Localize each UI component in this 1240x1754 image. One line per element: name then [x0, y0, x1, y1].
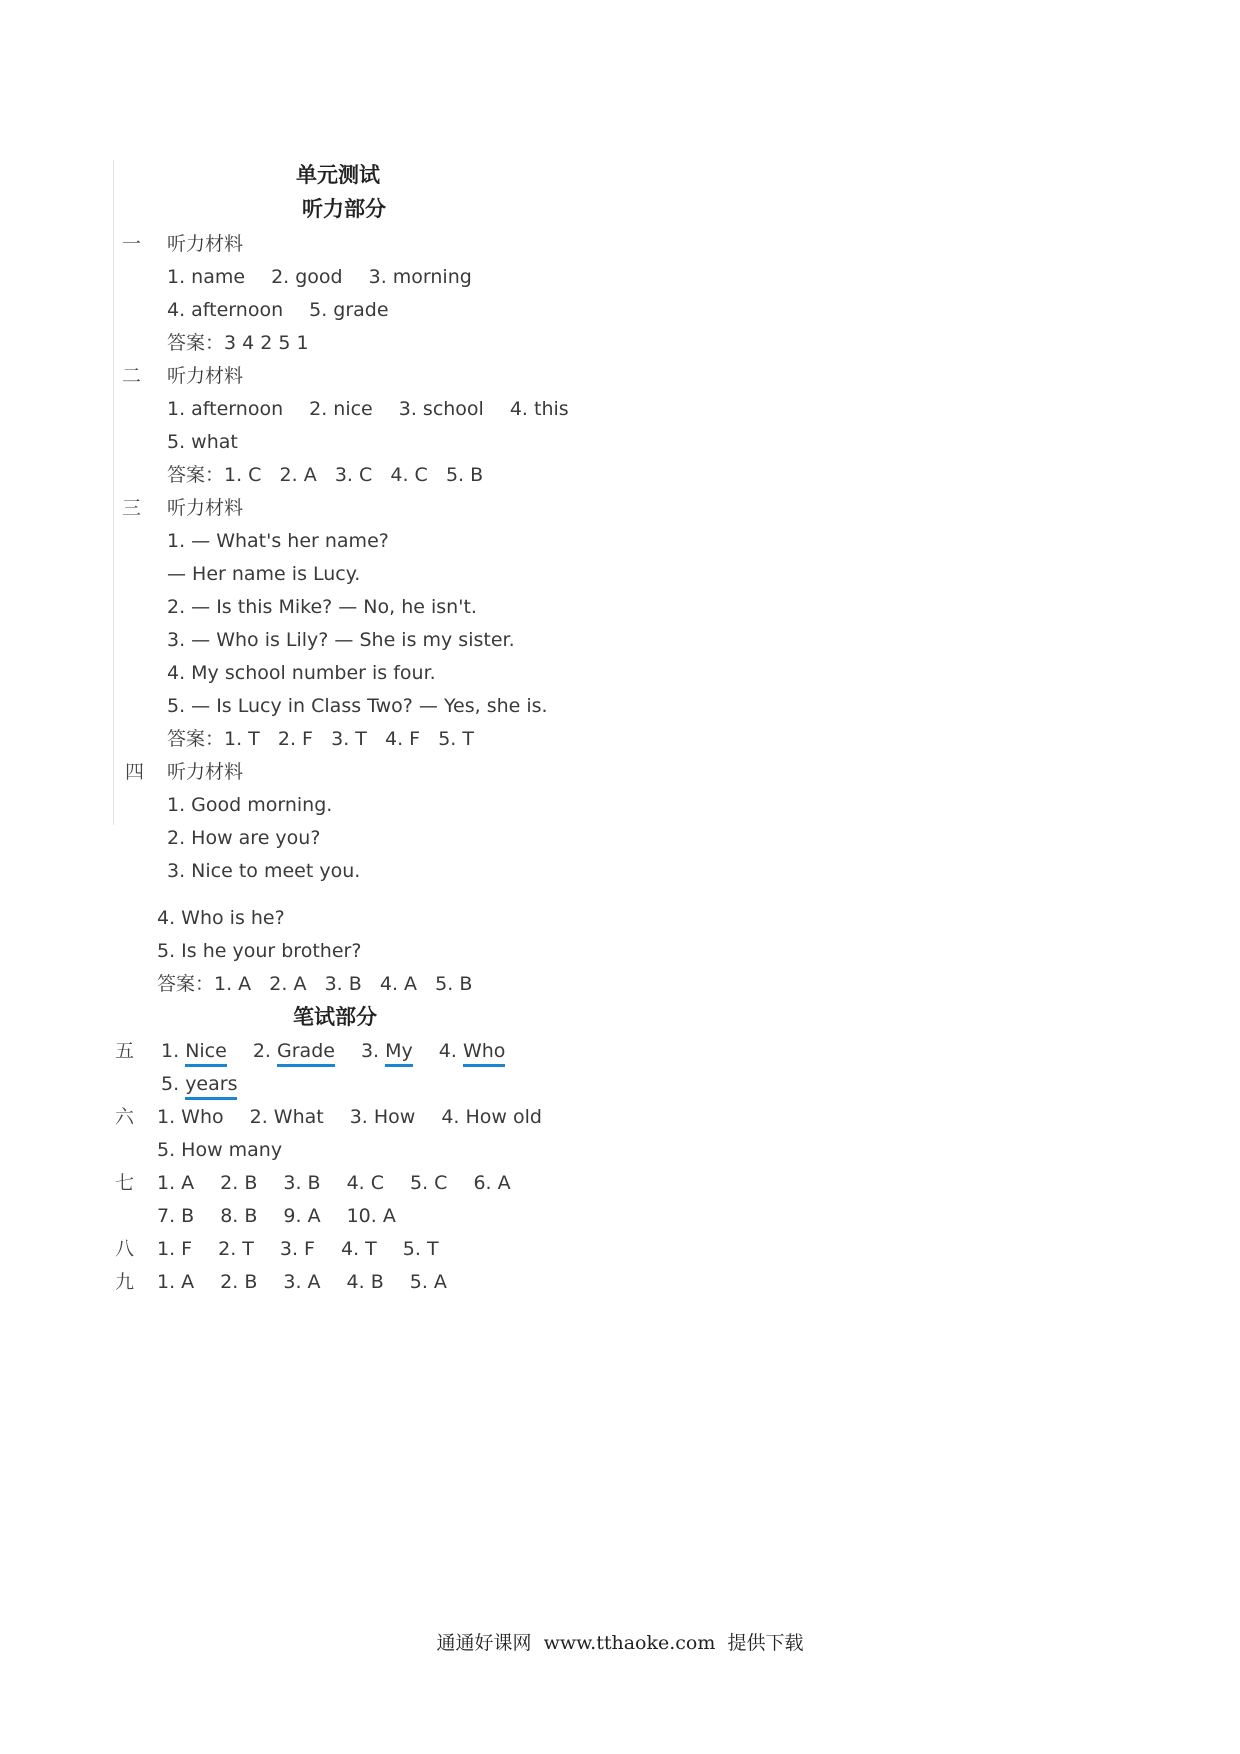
section-4-answer: 答案：1. A 2. A 3. B 4. A 5. B [157, 973, 473, 995]
section-3-line-4: 3. — Who is Lily? — She is my sister. [167, 629, 515, 651]
section-6-line-2: 5. How many [157, 1139, 283, 1161]
section-3-label: 听力材料 [167, 497, 244, 519]
section-4-line-2: 2. How are you? [167, 827, 321, 849]
section-3-answer: 答案：1. T 2. F 3. T 4. F 5. T [167, 728, 474, 750]
section-1-label: 听力材料 [167, 233, 244, 255]
section-5-line-2: 5. years [161, 1072, 237, 1096]
section-2-answer: 答案：1. C 2. A 3. C 4. C 5. B [167, 464, 484, 486]
section-4-line-1: 1. Good morning. [167, 794, 333, 816]
writing-section-title: 笔试部分 [293, 1005, 377, 1029]
page-title: 单元测试 [296, 163, 380, 187]
section-1-number: 一 [122, 233, 142, 255]
section-8-number: 八 [115, 1238, 135, 1260]
section-6-line-1: 1. Who 2. What 3. How 4. How old [157, 1106, 542, 1128]
section-7-line-1: 1. A 2. B 3. B 4. C 5. C 6. A [157, 1172, 511, 1194]
section-1-line-1: 1. name 2. good 3. morning [167, 266, 472, 288]
section-2-line-1: 1. afternoon 2. nice 3. school 4. this [167, 398, 569, 420]
section-1-answer: 答案：3 4 2 5 1 [167, 332, 309, 354]
section-3-line-6: 5. — Is Lucy in Class Two? — Yes, she is. [167, 695, 548, 717]
section-5-number: 五 [115, 1040, 135, 1062]
section-7-number: 七 [115, 1172, 135, 1194]
section-5-line-1: 1. Nice 2. Grade 3. My 4. Who [161, 1039, 505, 1063]
section-4-line-4: 4. Who is he? [157, 907, 285, 929]
section-2-number: 二 [122, 365, 142, 387]
section-4-line-3: 3. Nice to meet you. [167, 860, 361, 882]
section-3-line-2: — Her name is Lucy. [167, 563, 361, 585]
section-4-number: 四 [125, 761, 145, 783]
left-margin-line [113, 160, 114, 825]
section-1-line-2: 4. afternoon 5. grade [167, 299, 389, 321]
section-6-number: 六 [115, 1106, 135, 1128]
page-footer: 通通好课网 www.tthaoke.com 提供下载 [436, 1632, 804, 1654]
section-9-number: 九 [115, 1271, 135, 1293]
section-8-line-1: 1. F 2. T 3. F 4. T 5. T [157, 1238, 439, 1260]
section-2-line-2: 5. what [167, 431, 238, 453]
section-3-line-3: 2. — Is this Mike? — No, he isn't. [167, 596, 477, 618]
section-3-line-1: 1. — What's her name? [167, 530, 389, 552]
section-3-number: 三 [122, 497, 142, 519]
section-3-line-5: 4. My school number is four. [167, 662, 436, 684]
listening-section-title: 听力部分 [302, 197, 386, 221]
section-4-label: 听力材料 [167, 761, 244, 783]
section-9-line-1: 1. A 2. B 3. A 4. B 5. A [157, 1271, 447, 1293]
section-4-line-5: 5. Is he your brother? [157, 940, 362, 962]
section-2-label: 听力材料 [167, 365, 244, 387]
section-7-line-2: 7. B 8. B 9. A 10. A [157, 1205, 396, 1227]
